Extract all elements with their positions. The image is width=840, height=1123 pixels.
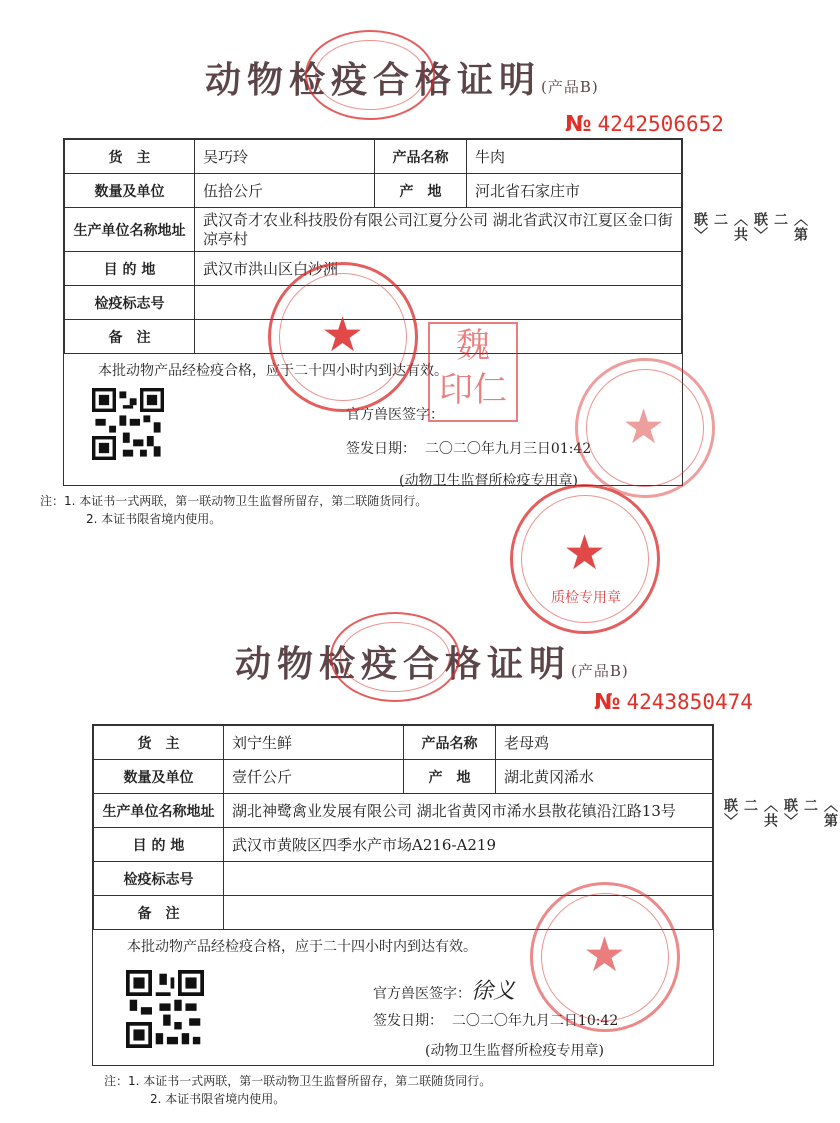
label-producer: 生产单位名称地址	[65, 208, 195, 252]
label-destination: 目 的 地	[65, 252, 195, 286]
qr-code	[126, 970, 204, 1048]
destination-value: 武汉市洪山区白沙洲	[195, 252, 682, 286]
label-mark: 检疫标志号	[94, 862, 224, 896]
qr-code	[92, 388, 164, 460]
label-qty: 数量及单位	[94, 760, 224, 794]
product-value: 老母鸡	[496, 726, 713, 760]
certificate-title: 动物检疫合格证明(产品B)	[205, 59, 599, 101]
owner-value: 吴巧玲	[195, 140, 375, 174]
label-origin: 产 地	[404, 760, 496, 794]
copy-indicator: 〈第二联〉〈共二联〉	[722, 798, 838, 828]
label-remark: 备 注	[94, 896, 224, 930]
star-icon: ★	[583, 927, 627, 983]
star-icon: ★	[622, 399, 666, 455]
label-remark: 备 注	[65, 320, 195, 354]
copy-indicator: 〈第二联〉〈共二联〉	[692, 212, 808, 242]
producer-value: 武汉奇才农业科技股份有限公司江夏分公司 湖北省武汉市江夏区金口街凉亭村	[195, 208, 682, 252]
issue-date: 签发日期： 二〇二〇年九月三日01:42	[346, 441, 592, 457]
label-origin: 产 地	[375, 174, 467, 208]
seal-right-2	[530, 882, 680, 1032]
quality-seal	[510, 484, 660, 634]
stamp-note: (动物卫生监督所检疫专用章)	[399, 473, 578, 489]
statement: 本批动物产品经检疫合格，应于二十四小时内到达有效。	[127, 939, 477, 955]
seal-top-1	[305, 30, 435, 120]
producer-value: 湖北神鹭禽业发展有限公司 湖北省黄冈市浠水县散花镇沿江路13号	[224, 794, 713, 828]
label-owner: 货 主	[94, 726, 224, 760]
seal-center-1	[268, 262, 418, 412]
serial-number: № 4242506652	[565, 112, 724, 137]
footnote-1: 注：1. 本证书一式两联，第一联动物卫生监督所留存，第二联随货同行。 2. 本证书限省境内使用。	[40, 494, 428, 526]
qty-value: 伍拾公斤	[195, 174, 375, 208]
vet-sign-label: 官方兽医签字：	[346, 407, 444, 423]
label-mark: 检疫标志号	[65, 286, 195, 320]
mark-value	[195, 286, 682, 320]
owner-value: 刘宁生鲜	[224, 726, 404, 760]
product-value: 牛肉	[467, 140, 682, 174]
label-product-name: 产品名称	[375, 140, 467, 174]
label-owner: 货 主	[65, 140, 195, 174]
quality-stamp-text: 质检专用章	[551, 590, 621, 606]
label-product-name: 产品名称	[404, 726, 496, 760]
footnote-2: 注：1. 本证书一式两联，第一联动物卫生监督所留存，第二联随货同行。 2. 本证书限省境内使用。	[104, 1074, 492, 1106]
origin-value: 河北省石家庄市	[467, 174, 682, 208]
vet-sign: 官方兽医签字：徐义	[373, 979, 516, 1004]
star-icon: ★	[321, 307, 365, 363]
issue-date: 签发日期： 二〇二〇年九月二日10:42	[373, 1013, 619, 1029]
origin-value: 湖北黄冈浠水	[496, 760, 713, 794]
stamp-note: (动物卫生监督所检疫专用章)	[425, 1043, 604, 1059]
statement: 本批动物产品经检疫合格，应于二十四小时内到达有效。	[98, 363, 448, 379]
seal-top-2	[330, 612, 460, 702]
label-qty: 数量及单位	[65, 174, 195, 208]
star-icon: ★	[563, 525, 607, 581]
seal-right-1	[575, 358, 715, 498]
qty-value: 壹仟公斤	[224, 760, 404, 794]
label-destination: 目 的 地	[94, 828, 224, 862]
certificate-title: 动物检疫合格证明(产品B)	[235, 643, 629, 685]
vet-signature: 徐义	[471, 979, 516, 1004]
personal-stamp: 魏 印仁	[428, 322, 518, 422]
serial-number: № 4243850474	[594, 690, 753, 715]
label-producer: 生产单位名称地址	[94, 794, 224, 828]
destination-value: 武汉市黄陂区四季水产市场A216-A219	[224, 828, 713, 862]
